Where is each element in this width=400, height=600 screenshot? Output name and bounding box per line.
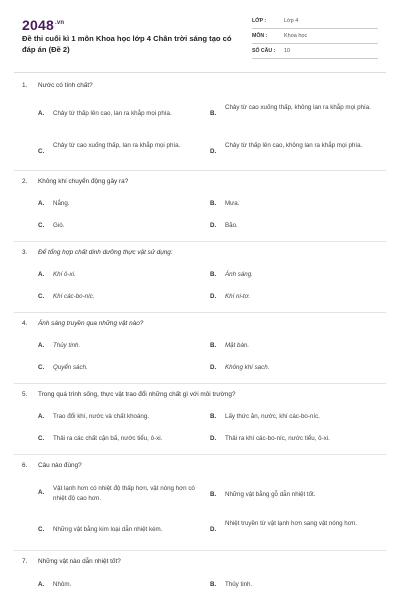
option-text: Khí ni-tơ. bbox=[225, 293, 251, 300]
question-7 bbox=[22, 558, 382, 588]
question-text bbox=[22, 462, 382, 472]
question-5 bbox=[22, 391, 382, 442]
option-letter: D. bbox=[210, 435, 217, 442]
meta-row-class bbox=[252, 15, 378, 29]
question-body: Câu nào đúng? bbox=[38, 462, 82, 469]
question-body: Không khí chuyển động gây ra? bbox=[38, 178, 129, 185]
option-letter: A. bbox=[38, 489, 45, 496]
site-logo[interactable] bbox=[22, 17, 64, 33]
question-divider bbox=[14, 170, 386, 171]
option-text: Không khí sạch. bbox=[225, 364, 270, 371]
question-text bbox=[22, 82, 382, 92]
meta-value: 10 bbox=[284, 48, 291, 54]
option-letter: D. bbox=[210, 526, 217, 533]
option-text: Bão. bbox=[225, 222, 238, 229]
question-text bbox=[22, 320, 382, 330]
question-body: Nước có tính chất? bbox=[38, 82, 93, 89]
option-letter: A. bbox=[38, 200, 45, 207]
meta-value: Khoa học bbox=[284, 33, 308, 39]
option-letter: A. bbox=[38, 110, 45, 117]
question-text bbox=[22, 558, 382, 568]
meta-row-count bbox=[252, 45, 378, 59]
option-text: Quyển sách. bbox=[53, 364, 88, 371]
option-text: Nắng. bbox=[53, 200, 70, 207]
option-text: Mưa. bbox=[225, 200, 240, 207]
option-letter: B. bbox=[210, 110, 217, 117]
option-letter: B. bbox=[210, 491, 217, 498]
question-body: Ánh sáng truyền qua những vật nào? bbox=[38, 320, 144, 327]
question-number: 6. bbox=[22, 462, 28, 469]
option-text: Thủy tinh. bbox=[53, 342, 81, 349]
question-number: 5. bbox=[22, 391, 28, 398]
header-divider bbox=[14, 72, 386, 73]
question-3 bbox=[22, 249, 382, 300]
option-letter: D. bbox=[210, 148, 217, 155]
option-letter: D. bbox=[210, 364, 217, 371]
option-letter: A. bbox=[38, 271, 45, 278]
option-text: Thủy tinh. bbox=[225, 581, 253, 588]
question-body: Để tổng hợp chất dinh dưỡng thực vật sử dụng: bbox=[38, 249, 173, 256]
meta-row-subject bbox=[252, 30, 378, 44]
meta-value: Lớp 4 bbox=[284, 18, 299, 24]
question-2 bbox=[22, 178, 382, 229]
option-letter: A. bbox=[38, 342, 45, 349]
option-letter: D. bbox=[210, 293, 217, 300]
option-text: Khí ô-xi. bbox=[53, 271, 76, 278]
option-text: Chảy từ cao xuống thấp, lan ra khắp mọi phía. bbox=[53, 142, 181, 149]
option-letter: D. bbox=[210, 222, 217, 229]
option-text: Nhiệt truyền từ vật lạnh hơn sang vật nóng hơn. bbox=[225, 520, 357, 527]
option-text: Chảy từ thấp lên cao, lan ra khắp mọi phía. bbox=[53, 110, 172, 117]
option-text: Vật lạnh hơn có nhiệt độ thấp hơn, vật nóng hơn có nhiệt độ cao hơn. bbox=[53, 485, 195, 502]
question-number: 3. bbox=[22, 249, 28, 256]
question-text bbox=[22, 249, 382, 259]
question-divider bbox=[14, 241, 386, 242]
option-letter: B. bbox=[210, 200, 217, 207]
option-letter: C. bbox=[38, 435, 45, 442]
question-divider bbox=[14, 454, 386, 455]
meta-key: MÔN : bbox=[252, 33, 268, 39]
question-number: 1. bbox=[22, 82, 28, 89]
option-text: Lấy thức ăn, nước, khí các-bo-níc. bbox=[225, 413, 320, 420]
option-text: Mặt bàn. bbox=[225, 342, 250, 349]
option-text: Khí các-bo-níc. bbox=[53, 293, 95, 300]
option-text: Ánh sáng. bbox=[225, 271, 253, 278]
option-letter: B. bbox=[210, 342, 217, 349]
option-letter: B. bbox=[210, 271, 217, 278]
question-1 bbox=[22, 82, 382, 155]
question-text bbox=[22, 178, 382, 188]
option-letter: A. bbox=[38, 581, 45, 588]
logo-text: 2048 bbox=[22, 17, 54, 33]
option-text: Chảy từ cao xuống thấp, không lan ra khắp mọi phía. bbox=[225, 104, 371, 111]
question-divider bbox=[14, 383, 386, 384]
question-4 bbox=[22, 320, 382, 371]
option-text: Trao đổi khí, nước và chất khoáng. bbox=[53, 413, 150, 420]
exam-title: Đề thi cuối kì 1 môn Khoa học lớp 4 Chân trời sáng tạo có đáp án (Đề 2) bbox=[22, 34, 232, 54]
question-divider bbox=[14, 312, 386, 313]
option-letter: C. bbox=[38, 148, 45, 155]
option-text: Nhôm. bbox=[53, 581, 72, 588]
option-text: Gió. bbox=[53, 222, 65, 229]
question-number: 4. bbox=[22, 320, 28, 327]
option-text: Thải ra khí các-bo-níc, nước tiểu, ô-xi. bbox=[225, 435, 330, 442]
question-number: 2. bbox=[22, 178, 28, 185]
question-divider bbox=[14, 550, 386, 551]
logo-suffix: .vn bbox=[54, 20, 65, 26]
option-text: Những vật bằng gỗ dẫn nhiệt tốt. bbox=[225, 491, 316, 498]
option-letter: C. bbox=[38, 293, 45, 300]
option-letter: B. bbox=[210, 413, 217, 420]
meta-key: SỐ CÂU : bbox=[252, 48, 276, 54]
option-text: Thải ra các chất cặn bã, nước tiểu, ô-xi. bbox=[53, 435, 163, 442]
option-text: Những vật bằng kim loại dẫn nhiệt kém. bbox=[53, 526, 163, 533]
page-header bbox=[0, 0, 400, 70]
meta-key: LỚP : bbox=[252, 18, 267, 24]
option-letter: B. bbox=[210, 581, 217, 588]
question-body: Trong quá trình sống, thực vật trao đổi những chất gì với môi trường? bbox=[38, 391, 236, 398]
option-letter: C. bbox=[38, 222, 45, 229]
option-letter: A. bbox=[38, 413, 45, 420]
question-body: Những vật nào dẫn nhiệt tốt? bbox=[38, 558, 121, 565]
question-6 bbox=[22, 462, 382, 533]
option-letter: C. bbox=[38, 364, 45, 371]
option-letter: C. bbox=[38, 526, 45, 533]
option-text: Chảy từ thấp lên cao, không lan ra khắp mọi phía. bbox=[225, 142, 363, 149]
question-text bbox=[22, 391, 382, 401]
question-number: 7. bbox=[22, 558, 28, 565]
exam-meta bbox=[252, 15, 378, 60]
